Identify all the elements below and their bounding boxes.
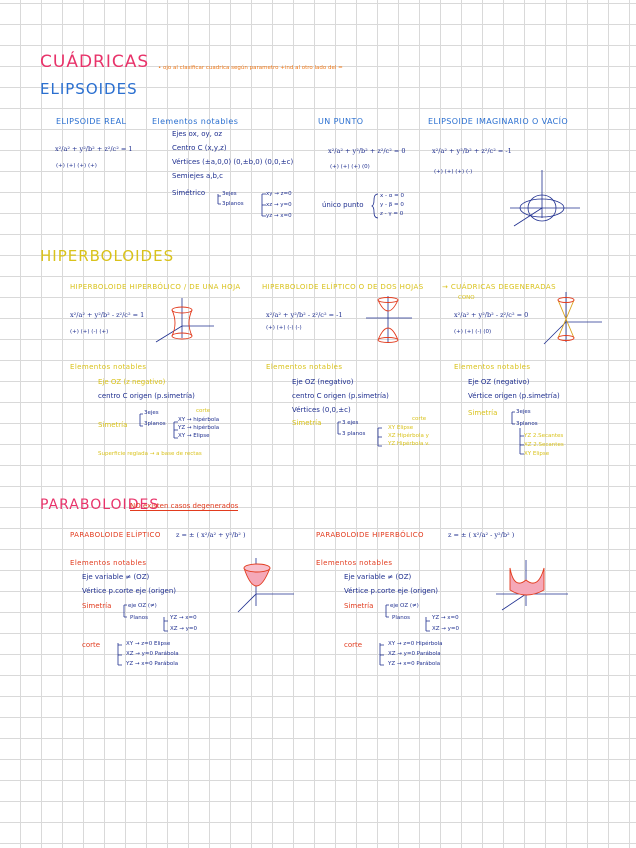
hiperboloides-heading: HIPERBOLOIDES <box>40 247 175 265</box>
una-hoja-tres-planos: 3planos <box>144 421 166 427</box>
corte-yz: yz → x=0 <box>266 213 292 219</box>
sistema-z: z - γ = 0 <box>380 211 404 217</box>
una-hoja-equation: x²/a² + y²/b² - z²/c² = 1 <box>70 311 145 319</box>
elipsoide-imaginario-title: ELIPSOIDE IMAGINARIO O VACÍO <box>428 117 569 126</box>
hiperbolico-plano-1: YZ → x=0 <box>432 615 459 621</box>
hiperbolico-eje: Eje variable ≠ (OZ) <box>344 573 412 581</box>
eliptico-planos: Planos <box>130 615 148 621</box>
paraboloide-eliptico-title: PARABOLOIDE ELÍPTICO <box>70 531 161 539</box>
elipsoide-real-title: ELIPSOIDE REAL <box>56 117 127 126</box>
dos-hojas-tres-planos: 3 planos <box>342 431 366 437</box>
centro-line: Centro C (x,y,z) <box>172 144 227 152</box>
cono-tres-ejes: 3ejes <box>516 409 531 415</box>
dos-hojas-vertices: Vértices (0,0,±c) <box>292 406 351 414</box>
dos-hojas-eje: Eje OZ (negativo) <box>292 378 354 386</box>
dos-hojas-corte-2: XZ Hipérbola y <box>388 433 429 439</box>
dos-hojas-bracket <box>332 420 392 450</box>
hiperbolico-vertice: Vértice p.corte eje (origen) <box>344 587 438 595</box>
eliptico-corte-2: XZ → y=0 Parábola <box>126 651 179 657</box>
simetrico-label: Simétrico <box>172 189 206 197</box>
cono-vertice: Vértice origen (p.simetría) <box>468 392 560 400</box>
una-hoja-elementos: Elementos notables <box>70 363 147 371</box>
eliptico-corte-3: YZ → x=0 Parábola <box>126 661 179 667</box>
eliptico-elementos: Elementos notables <box>70 559 147 567</box>
eliptico-plano-1: YZ → x=0 <box>170 615 197 621</box>
paraboloide-hiperbolico-title: PARABOLOIDE HIPERBÓLICO <box>316 531 424 539</box>
hiperbolico-elementos: Elementos notables <box>316 559 393 567</box>
cono-elementos: Elementos notables <box>454 363 531 371</box>
vertices-line: Vértices (±a,0,0) (0,±b,0) (0,0,±c) <box>172 158 294 166</box>
una-hoja-superficie: Superficie reglada → a base de rectas <box>98 451 202 457</box>
hiperbolico-planos: Planos <box>392 615 410 621</box>
unico-punto: único punto <box>322 201 364 209</box>
tres-planos: 3planos <box>222 201 244 207</box>
elipsoide-real-signs: (+) (+) (+) (+) <box>56 163 97 169</box>
elipsoide-real-equation: x²/a² + y²/b² + z²/c² = 1 <box>55 145 133 153</box>
una-hoja-corte-3: XY → Elipse <box>178 433 210 439</box>
no-existen-degenerados: NO existen casos degenerados <box>130 502 239 510</box>
eliptico-corte-1: XY → z=0 Elipse <box>126 641 171 647</box>
hyperboloid-two-sheets-sketch <box>360 296 420 346</box>
tres-ejes: 3ejes <box>222 191 237 197</box>
cono-corte-3: XY Elipse <box>524 451 550 457</box>
degeneradas-title: → CUÁDRICAS DEGENERADAS <box>442 283 556 291</box>
dos-hojas-simetria: Simetría <box>292 419 322 427</box>
page-title: CUÁDRICAS <box>40 52 150 72</box>
elipsoides-heading: ELIPSOIDES <box>40 80 138 98</box>
eliptico-corte: corte <box>82 641 101 649</box>
hiperbolico-plano-2: XZ → y=0 <box>432 626 460 632</box>
eliptico-corte-bracket <box>112 641 126 669</box>
elliptic-paraboloid-sketch <box>232 558 302 614</box>
hiperbolico-corte-1: XY → z=0 Hipérbola <box>388 641 443 647</box>
cono-equation: x²/a² + y²/b² - z²/c² = 0 <box>454 311 529 319</box>
una-hoja-tres-ejes: 3ejes <box>144 410 159 416</box>
dos-hojas-signs: (+) (+) (-) (-) <box>266 325 302 331</box>
hiperbolico-corte: corte <box>344 641 363 649</box>
cono-simetria: Simetría <box>468 409 498 417</box>
sistema-x: x - α = 0 <box>380 193 404 199</box>
una-hoja-eje <box>98 379 165 386</box>
una-hoja-corte-1: XY → hipérbola <box>178 417 220 423</box>
una-hoja-bracket <box>134 410 184 442</box>
punto-brace <box>372 193 380 219</box>
corte-xz: xz → y=0 <box>266 202 292 208</box>
dos-hojas-corte-3: YZ Hipérbola v. <box>388 441 430 447</box>
dos-hojas-tres-ejes: 3 ejes <box>342 420 359 426</box>
hiperbolico-corte-3: YZ → x=0 Parábola <box>388 661 441 667</box>
cono-tres-planos: 3planos <box>516 421 538 427</box>
eliptico-eje-oz: eje OZ (≠) <box>128 603 157 609</box>
ejes-line: Ejes ox, oy, oz <box>172 130 223 138</box>
eliptico-plano-2: XZ → y=0 <box>170 626 198 632</box>
un-punto-signs: (+) (+) (+) (0) <box>330 164 370 170</box>
eliptico-vertice: Vértice p.corte eje (origen) <box>82 587 176 595</box>
hiperbolico-corte-bracket <box>374 641 388 669</box>
dos-hojas-corte: corte <box>412 416 427 422</box>
una-hoja-simetria: Simetría <box>98 421 128 429</box>
paraboloides-heading: PARABOLOIDES <box>40 497 160 513</box>
una-hoja-title: HIPERBOLOIDE HIPERBÓLICO / DE UNA HOJA <box>70 283 241 291</box>
una-hoja-eje-text: Eje OZ (z negativo) <box>98 378 166 386</box>
una-hoja-centro: centro C origen (p.simetría) <box>98 392 195 400</box>
semiejes-line: Semiejes a,b,c <box>172 172 223 180</box>
una-hoja-corte: corte <box>196 408 211 414</box>
elementos-notables-title: Elementos notables <box>152 117 239 126</box>
hyperboloid-one-sheet-sketch <box>148 298 228 346</box>
cono-corte-2: XZ 2.Secantes <box>524 442 564 448</box>
sistema-y: y - β = 0 <box>380 202 404 208</box>
una-hoja-signs: (+) (+) (-) (+) <box>70 329 109 335</box>
una-hoja-corte-2: YZ → hipérbola <box>178 425 220 431</box>
elipsoide-imaginario-signs: (+) (+) (+) (-) <box>434 169 473 175</box>
corte-xy: xy → z=0 <box>266 191 292 197</box>
paraboloide-eliptico-equation: z = ± ( x²/a² + y²/b² ) <box>176 531 246 539</box>
dos-hojas-centro: centro C origen (p.simetría) <box>292 392 389 400</box>
eliptico-simetria: Simetría <box>82 602 112 610</box>
dos-hojas-equation: x²/a² + y²/b² - z²/c² = -1 <box>266 311 343 319</box>
un-punto-equation: x²/a² + y²/b² + z²/c² = 0 <box>328 147 406 155</box>
hiperbolico-corte-2: XZ → y=0 Parábola <box>388 651 441 657</box>
note: • ojo al clasificar cuadrica según parametro +ind al otro lado del = <box>158 65 343 71</box>
dos-hojas-corte-1: XY Elipse <box>388 425 414 431</box>
cono-corte-1: YZ 2.Secantes <box>524 433 564 439</box>
dos-hojas-title: HIPERBOLOIDE ELÍPTICO O DE DOS HOJAS <box>262 283 424 291</box>
hiperbolico-simetria: Simetría <box>344 602 374 610</box>
paraboloide-hiperbolico-equation: z = ± ( x²/a² - y²/b² ) <box>448 531 515 539</box>
cono-signs: (+) (+) (-) (0) <box>454 329 492 335</box>
hiperbolico-eje-oz: eje OZ (≠) <box>390 603 419 609</box>
elipsoide-imaginario-equation: x²/a² + y²/b² + z²/c² = -1 <box>432 147 512 155</box>
ellipsoid-sketch <box>500 168 590 230</box>
dos-hojas-elementos: Elementos notables <box>266 363 343 371</box>
cono-eje: Eje OZ (negativo) <box>468 378 530 386</box>
simetrico-bracket <box>212 192 272 222</box>
cone-sketch <box>540 292 610 348</box>
hyperbolic-paraboloid-sketch <box>492 560 572 612</box>
eliptico-eje: Eje variable ≠ (OZ) <box>82 573 150 581</box>
cono-label: CONO <box>458 295 475 301</box>
un-punto-title: UN PUNTO <box>318 117 364 126</box>
